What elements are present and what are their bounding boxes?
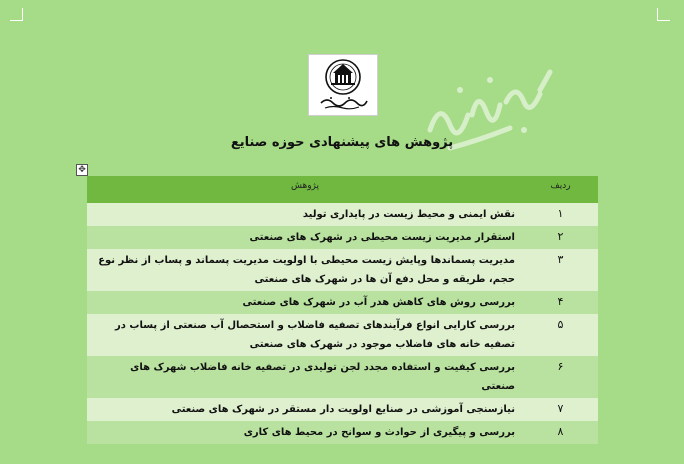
page-title: پژوهش های پیشنهادی حوزه صنایع — [230, 135, 454, 150]
row-index: ۲ — [523, 226, 598, 249]
row-index: ۳ — [523, 249, 598, 291]
row-index: ۵ — [523, 314, 598, 356]
table-row — [87, 421, 598, 444]
row-topic: بررسی کیفیت و استفاده مجدد لجن تولیدی در تصفیه خانه فاضلاب شهرک های صنعتی — [87, 356, 523, 398]
research-table — [87, 176, 598, 444]
row-topic: بررسی روش های کاهش هدر آب در شهرک های صنعتی — [87, 291, 523, 314]
row-index: ۷ — [523, 398, 598, 421]
header-index: ردیف — [523, 176, 598, 203]
row-index: ۸ — [523, 421, 598, 444]
table-row — [87, 314, 598, 356]
table-row — [87, 291, 598, 314]
page-corner-mark-right — [657, 8, 670, 21]
row-topic: استقرار مدیریت زیست محیطی در شهرک های صنعتی — [87, 226, 523, 249]
table-header-row — [87, 176, 598, 203]
move-arrows-icon[interactable]: ✥ — [76, 164, 88, 176]
table-row — [87, 356, 598, 398]
page-corner-mark-left — [10, 8, 23, 21]
row-index: ۴ — [523, 291, 598, 314]
row-topic: مدیریت پسماندها وپایش زیست محیطی با اولویت مدیریت پسماند و پساب از نظر نوع حجم، طریقه و محل دفع آن ها در شهرک های صنعتی — [87, 249, 523, 291]
row-index: ۱ — [523, 203, 598, 226]
logo — [308, 54, 378, 116]
header-topic: پژوهش — [87, 176, 523, 203]
table-row — [87, 203, 598, 226]
row-topic: نقش ایمنی و محیط زیست در پایداری تولید — [87, 203, 523, 226]
table-row — [87, 226, 598, 249]
row-topic: بررسی و پیگیری از حوادث و سوانح در محیط های کاری — [87, 421, 523, 444]
row-topic: نیازسنجی آموزشی در صنایع اولویت دار مستقر در شهرک های صنعتی — [87, 398, 523, 421]
table-row — [87, 398, 598, 421]
table-row — [87, 249, 598, 291]
row-index: ۶ — [523, 356, 598, 398]
row-topic: بررسی کارایی انواع فرآیندهای تصفیه فاضلاب و استحصال آب صنعتی از پساب در تصفیه خانه های فاضلاب موجود در شهرک های صنعتی — [87, 314, 523, 356]
